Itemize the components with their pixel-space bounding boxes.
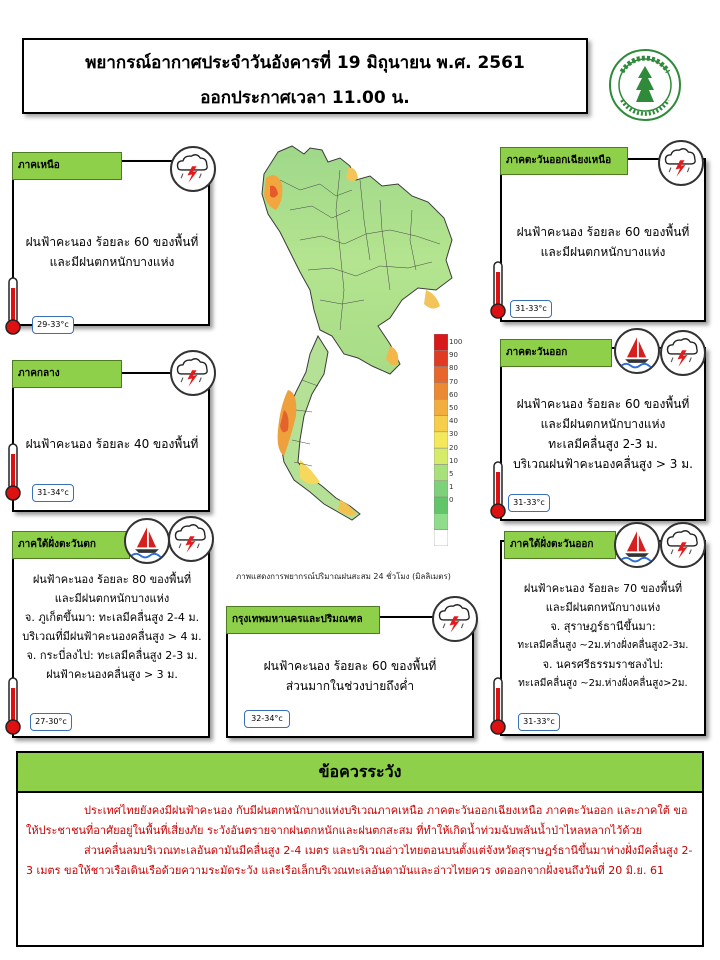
bangkok-line-2: ส่วนมากในช่วงบ่ายถึงค่ำ [285, 679, 415, 693]
legend-label: 50 [449, 404, 458, 413]
bangkok-region-label: กรุงเทพมหานครและปริมณฑล [226, 606, 380, 634]
legend-label: 40 [449, 417, 458, 426]
legend-label: 0 [449, 496, 454, 505]
legend-swatch [434, 530, 448, 546]
south-west-line-1: ฝนฟ้าคะนอง ร้อยละ 80 ของพื้นที่ [32, 573, 192, 586]
south-west-forecast-text [14, 570, 210, 684]
forecast-title: พยากรณ์อากาศประจำวันอังคารที่ 19 มิถุนายน พ.ศ. 2561 [85, 53, 525, 73]
south-east-line-4: ทะเลมีคลื่นสูง ~2ม.ห่างฝั่งคลื่นสูง2-3ม. [517, 640, 689, 651]
south-east-line-5: จ. นครศรีธรรมราชลงไป: [542, 658, 664, 671]
south-east-line-2: และมีฝนตกหนักบางแห่ง [545, 601, 661, 614]
legend-label: 20 [449, 443, 458, 452]
legend-label: 60 [449, 390, 458, 399]
south-east-forecast-text [504, 579, 702, 693]
legend-swatch [434, 399, 448, 415]
legend-swatch [434, 432, 448, 448]
legend-swatch [434, 350, 448, 366]
thermometer-icon [490, 460, 506, 520]
south-west-region-label: ภาคใต้ฝั่งตะวันตก [12, 531, 130, 559]
legend-swatch [434, 367, 448, 383]
map-caption: ภาพแสดงการพยากรณ์ปริมาณฝนสะสม 24 ชั่วโมง (มิลลิเมตร) [236, 572, 451, 581]
south-west-line-3: จ. ภูเก็ตขึ้นมา: ทะเลมีคลื่นสูง 2-4 ม. [24, 611, 200, 624]
north-temp-badge: 29-33°c [32, 316, 74, 334]
northeast-forecast-text [504, 222, 702, 262]
south-west-temp-badge: 27-30°c [30, 713, 72, 731]
thermometer-icon [490, 676, 506, 736]
bangkok-line-1: ฝนฟ้าคะนอง ร้อยละ 60 ของพื้นที่ [263, 659, 437, 673]
legend-label: 80 [449, 364, 458, 373]
south-east-region-label: ภาคใต้ฝั่งตะวันออก [504, 531, 616, 559]
issue-time: ออกประกาศเวลา 11.00 น. [200, 88, 410, 108]
legend-swatch [434, 383, 448, 399]
east-line-4: บริเวณฝนฟ้าคะนองคลื่นสูง > 3 ม. [513, 457, 693, 471]
warning-paragraph-1: ประเทศไทยยังคงมีฝนฟ้าคะนอง กับมีฝนตกหนักบางแห่งบริเวณภาคเหนือ ภาคตะวันออกเฉียงเหนือ ภาคตะวันออก และภาคใต้ ขอให้ประชาชนที่อาศัยอยู่ในพื้นที่เสี่ยงภัย ระวังอันตรายจากฝนตกหนักและฝนตกสะสม ที่ทำให้เกิดน้ำท่วมฉับพลันน้ำป่าไหลหลากไว้ด้วย [26, 804, 688, 837]
central-temp-badge: 31-34°c [32, 484, 74, 502]
thunderstorm-icon [168, 516, 214, 562]
central-line-1: ฝนฟ้าคะนอง ร้อยละ 40 ของพื้นที่ [25, 437, 199, 451]
south-east-line-3: จ. สุราษฎร์ธานีขึ้นมา: [550, 620, 656, 633]
sailboat-waves-icon [614, 522, 660, 568]
rainfall-legend-labels [449, 336, 462, 508]
northeast-region-label: ภาคตะวันออกเฉียงเหนือ [500, 147, 628, 175]
south-east-line-1: ฝนฟ้าคะนอง ร้อยละ 70 ของพื้นที่ [523, 582, 683, 595]
east-region-label: ภาคตะวันออก [500, 339, 612, 367]
legend-label: 70 [449, 377, 458, 386]
thunderstorm-icon [658, 140, 704, 186]
thunderstorm-icon [660, 522, 706, 568]
legend-swatch [434, 513, 448, 529]
rainfall-legend-bar [434, 334, 448, 546]
northeast-line-1: ฝนฟ้าคะนอง ร้อยละ 60 ของพื้นที่ [516, 225, 690, 239]
thunderstorm-icon [170, 350, 216, 396]
thermometer-icon [5, 442, 21, 502]
east-line-2: และมีฝนตกหนักบางแห่ง [540, 417, 666, 431]
warning-box [16, 793, 704, 947]
tmd-logo-icon [608, 48, 682, 122]
legend-swatch [434, 416, 448, 432]
warning-paragraph-2: ส่วนคลื่นลมบริเวณทะเลอันดามันมีคลื่นสูง 2-4 เมตร และบริเวณอ่าวไทยตอนบนตั้งแต่จังหวัดสุราษฎร์ธานีขึ้นมาห่างฝั่งมีคลื่นสูง 2-3 เมตร ขอให้ชาวเรือเดินเรือด้วยความระมัดระวัง และเรือเล็กบริเวณทะเลอันดามันและอ่าวไทยควร งดออกจากฝั่งจนถึงวันที่ 20 มิ.ย. 61 [26, 844, 693, 877]
south-east-line-6: ทะเลมีคลื่นสูง ~2ม.ห่างฝั่งคลื่นสูง>2ม. [518, 678, 688, 689]
east-forecast-text [504, 394, 702, 474]
bangkok-forecast-text [232, 656, 468, 696]
sailboat-waves-icon [614, 328, 660, 374]
north-line-2: และมีฝนตกหนักบางแห่ง [49, 255, 175, 269]
northeast-temp-badge: 31-33°c [510, 300, 552, 318]
south-west-line-4: บริเวณที่มีฝนฟ้าคะนองคลื่นสูง > 4 ม. [22, 630, 202, 643]
thunderstorm-icon [660, 330, 706, 376]
central-forecast-text [18, 434, 206, 454]
legend-label: 1 [449, 483, 454, 492]
legend-label: 30 [449, 430, 458, 439]
north-region-label: ภาคเหนือ [12, 152, 122, 180]
sailboat-waves-icon [124, 518, 170, 564]
legend-swatch [434, 464, 448, 480]
south-west-line-2: และมีฝนตกหนักบางแห่ง [54, 592, 170, 605]
forecast-title-box [22, 38, 588, 114]
north-line-1: ฝนฟ้าคะนอง ร้อยละ 60 ของพื้นที่ [25, 235, 199, 249]
bangkok-temp-badge: 32-34°c [244, 710, 290, 728]
south-east-temp-badge: 31-33°c [518, 713, 560, 731]
legend-swatch [434, 448, 448, 464]
thermometer-icon [5, 276, 21, 336]
north-forecast-text [18, 232, 206, 272]
east-line-3: ทะเลมีคลื่นสูง 2-3 ม. [548, 437, 658, 451]
legend-swatch [434, 497, 448, 513]
south-west-line-6: ฝนฟ้าคะนองคลื่นสูง > 3 ม. [46, 668, 178, 681]
east-line-1: ฝนฟ้าคะนอง ร้อยละ 60 ของพื้นที่ [516, 397, 690, 411]
thermometer-icon [5, 676, 21, 736]
central-region-label: ภาคกลาง [12, 360, 122, 388]
east-temp-badge: 31-33°c [508, 494, 550, 512]
legend-label: 90 [449, 351, 458, 360]
thermometer-icon [490, 260, 506, 320]
northeast-line-2: และมีฝนตกหนักบางแห่ง [540, 245, 666, 259]
thunderstorm-icon [170, 146, 216, 192]
legend-label: 10 [449, 456, 458, 465]
south-west-line-5: จ. กระบี่ลงไป: ทะเลมีคลื่นสูง 2-3 ม. [26, 649, 198, 662]
legend-label: 5 [449, 470, 454, 479]
warning-title: ข้อควรระวัง [16, 751, 704, 793]
legend-label: 100 [449, 338, 463, 346]
thunderstorm-icon [432, 596, 478, 642]
legend-swatch [434, 334, 448, 350]
legend-swatch [434, 481, 448, 497]
